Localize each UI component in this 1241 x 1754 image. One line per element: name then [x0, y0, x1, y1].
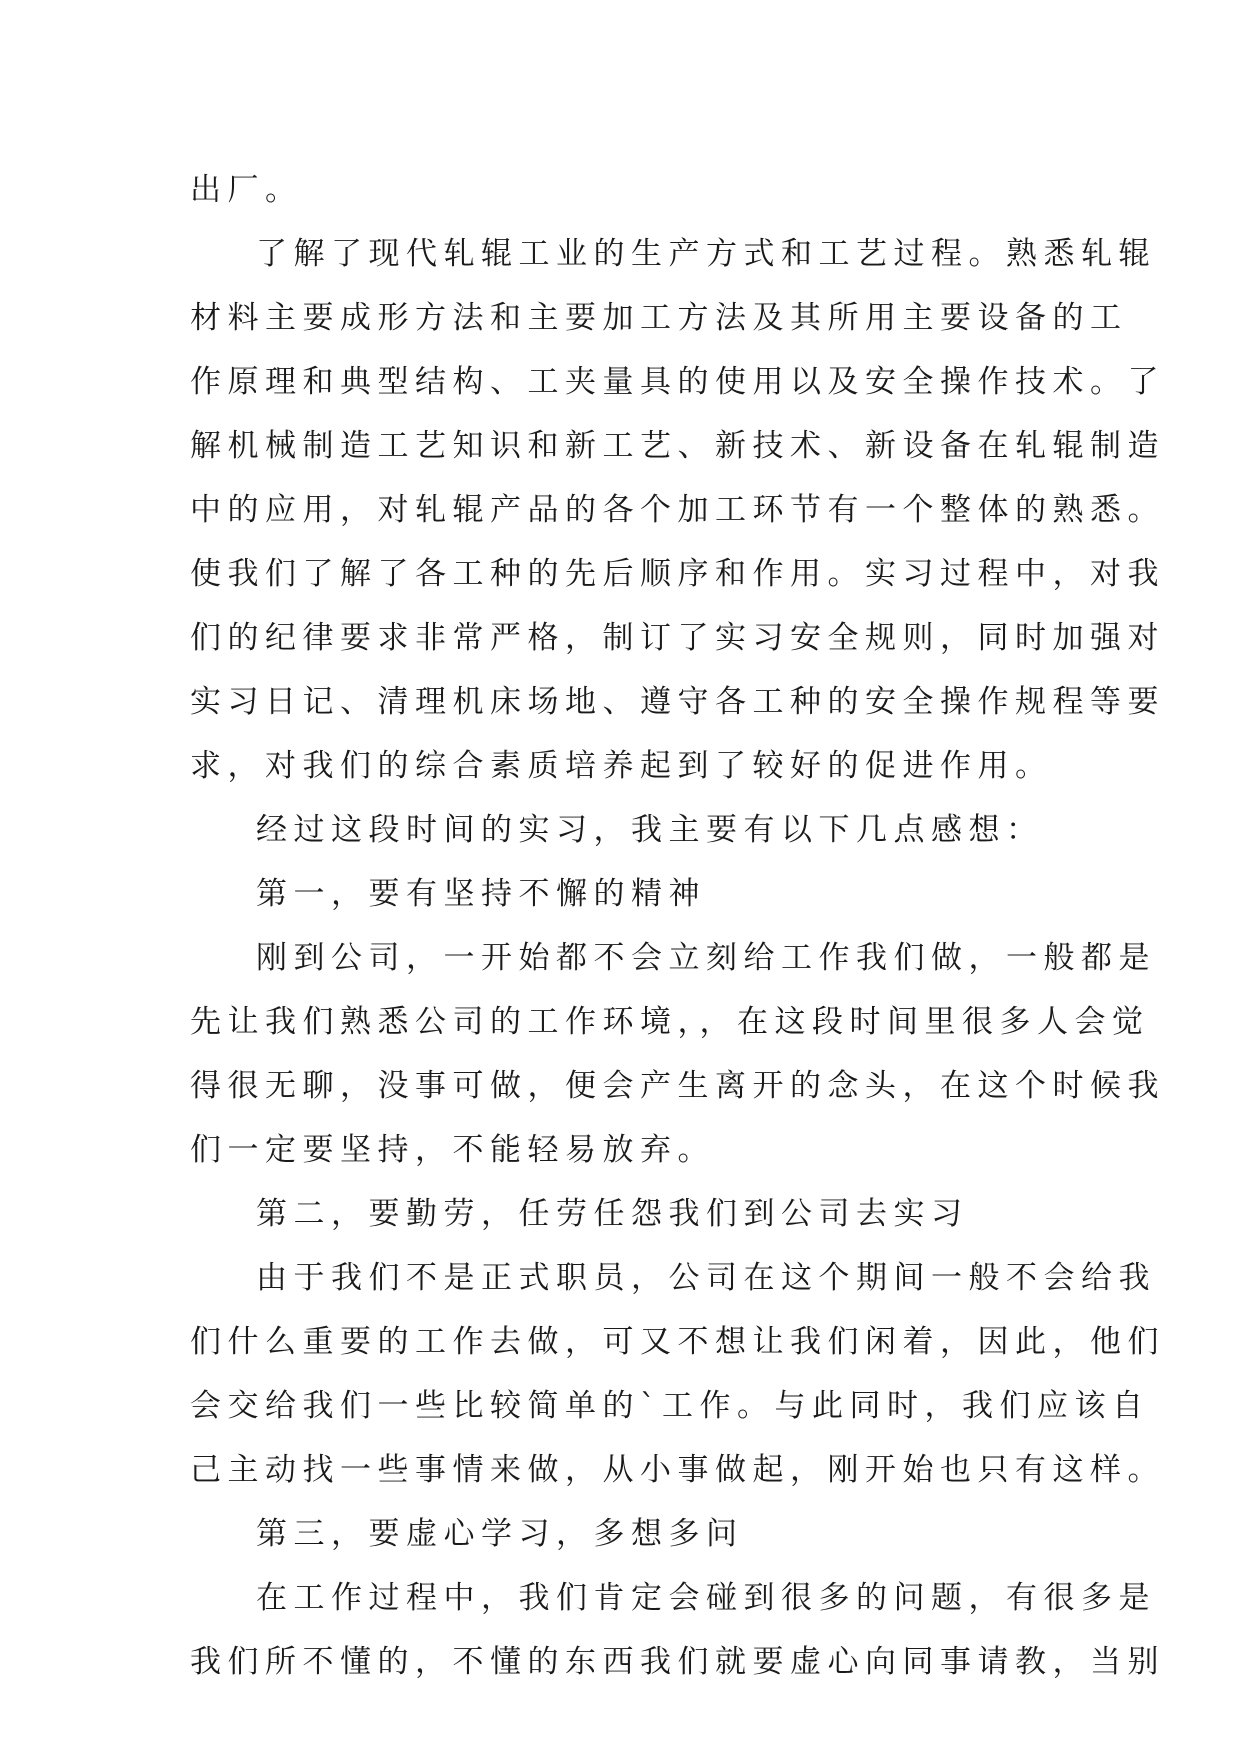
- text-line: 们一定要坚持，不能轻易放弃。: [190, 1132, 715, 1168]
- section-heading: 第一，要有坚持不懈的精神: [256, 876, 706, 912]
- text-line: 出厂。: [190, 172, 303, 208]
- text-line: 们的纪律要求非常严格，制订了实习安全规则，同时加强对: [190, 620, 1165, 656]
- text-line: 们什么重要的工作去做，可又不想让我们闲着，因此，他们: [190, 1324, 1165, 1360]
- text-line: 解机械制造工艺知识和新工艺、新技术、新设备在轧辊制造: [190, 428, 1165, 464]
- text-line: 先让我们熟悉公司的工作环境，，在这段时间里很多人会觉: [190, 1004, 1150, 1040]
- text-line: 由于我们不是正式职员，公司在这个期间一般不会给我: [256, 1260, 1156, 1296]
- text-line: 材料主要成形方法和主要加工方法及其所用主要设备的工: [190, 300, 1128, 336]
- section-heading: 第三，要虚心学习，多想多问: [256, 1516, 744, 1552]
- text-line: 实习日记、清理机床场地、遵守各工种的安全操作规程等要: [190, 684, 1165, 720]
- text-line: 己主动找一些事情来做，从小事做起，刚开始也只有这样。: [190, 1452, 1165, 1488]
- text-line: 在工作过程中，我们肯定会碰到很多的问题，有很多是: [256, 1580, 1156, 1616]
- text-line: 我们所不懂的，不懂的东西我们就要虚心向同事请教，当别: [190, 1644, 1165, 1680]
- text-line: 作原理和典型结构、工夹量具的使用以及安全操作技术。了: [190, 364, 1165, 400]
- section-heading: 第二，要勤劳，任劳任怨我们到公司去实习: [256, 1196, 969, 1232]
- text-line: 刚到公司，一开始都不会立刻给工作我们做，一般都是: [256, 940, 1156, 976]
- text-line: 了解了现代轧辊工业的生产方式和工艺过程。熟悉轧辊: [256, 236, 1156, 272]
- body-text: [190, 158, 1165, 1694]
- text-line: 求，对我们的综合素质培养起到了较好的促进作用。: [190, 748, 1053, 784]
- text-line: 中的应用，对轧辊产品的各个加工环节有一个整体的熟悉。: [190, 492, 1165, 528]
- text-line: 经过这段时间的实习，我主要有以下几点感想：: [256, 812, 1044, 848]
- text-line: 得很无聊，没事可做，便会产生离开的念头，在这个时候我: [190, 1068, 1165, 1104]
- text-line: 会交给我们一些比较简单的`工作。与此同时，我们应该自: [190, 1388, 1150, 1424]
- text-line: 使我们了解了各工种的先后顺序和作用。实习过程中，对我: [190, 556, 1165, 592]
